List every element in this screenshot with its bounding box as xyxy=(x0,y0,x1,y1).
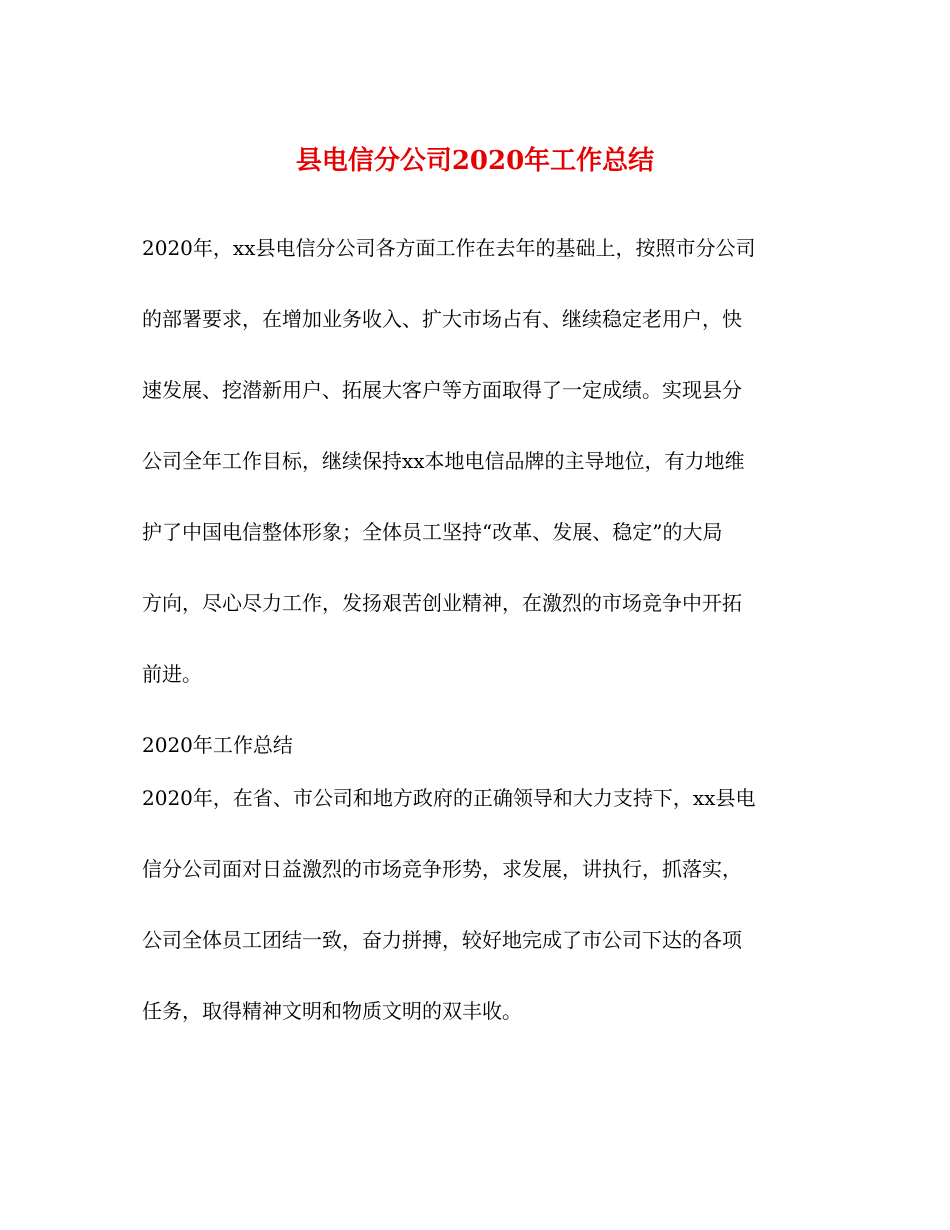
paragraph-line: 速发展、挖潜新用户、拓展大客户等方面取得了一定成绩。实现县分 xyxy=(142,378,742,402)
paragraph-line: 的部署要求，在增加业务收入、扩大市场占有、继续稳定老用户，快 xyxy=(142,307,742,331)
document-title: 县电信分公司2020年工作总结 xyxy=(295,146,655,176)
paragraph-line: 护了中国电信整体形象；全体员工坚持“改革、发展、稳定”的大局 xyxy=(142,520,723,544)
paragraph-line: 2020年，xx县电信分公司各方面工作在去年的基础上，按照市分公司 xyxy=(142,236,756,260)
section-heading: 2020年工作总结 xyxy=(142,733,293,757)
paragraph-line: 2020年，在省、市公司和地方政府的正确领导和大力支持下，xx县电 xyxy=(142,786,756,810)
paragraph-line: 公司全年工作目标，继续保持xx本地电信品牌的主导地位，有力地维 xyxy=(142,449,745,473)
paragraph-line: 任务，取得精神文明和物质文明的双丰收。 xyxy=(142,999,522,1023)
paragraph-line: 前进。 xyxy=(142,662,202,686)
paragraph-line: 方向，尽心尽力工作，发扬艰苦创业精神，在激烈的市场竞争中开拓 xyxy=(142,591,742,615)
paragraph-line: 公司全体员工团结一致，奋力拼搏，较好地完成了市公司下达的各项 xyxy=(142,928,742,952)
paragraph-line: 信分公司面对日益激烈的市场竞争形势，求发展，讲执行，抓落实， xyxy=(142,857,742,881)
